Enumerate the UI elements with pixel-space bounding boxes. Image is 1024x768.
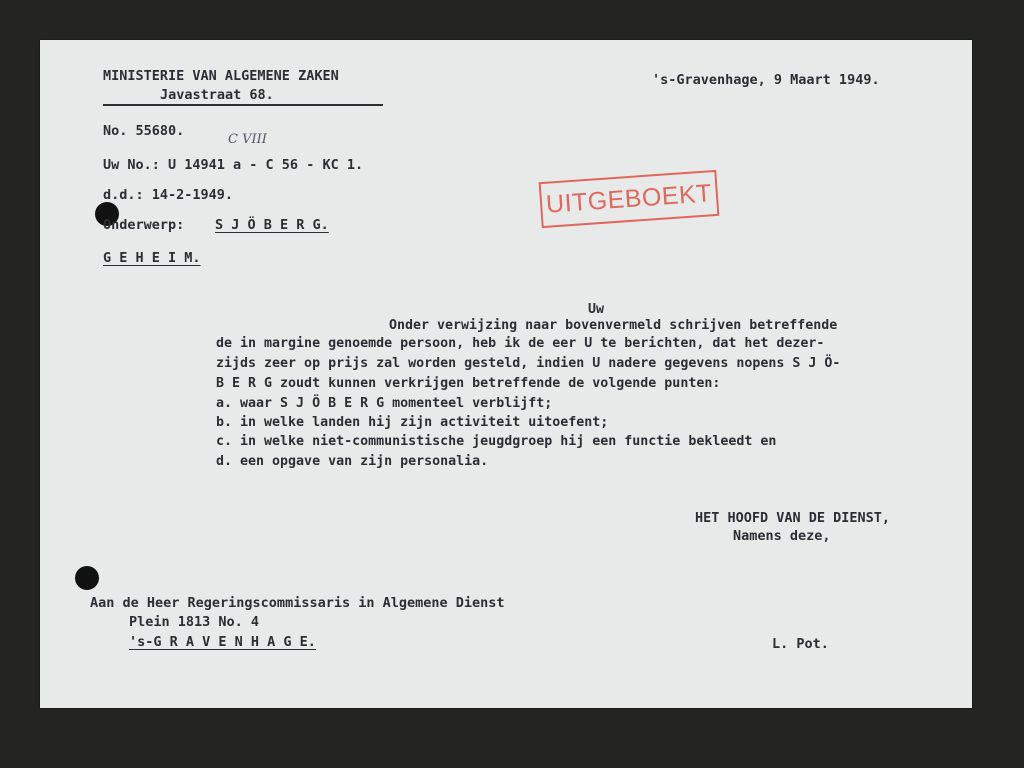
letterhead-rule — [103, 104, 383, 106]
body-line: a. waar S J Ö B E R G momenteel verblijft; — [216, 396, 553, 411]
punch-hole-bottom — [75, 566, 99, 590]
your-reference-number: Uw No.: U 14941 a - C 56 - KC 1. — [103, 157, 364, 173]
addressee-city: 's-G R A V E N H A G E. — [129, 634, 316, 650]
ministry-address: Javastraat 68. — [160, 87, 274, 103]
body-line: zijds zeer op prijs zal worden gesteld, indien U nadere gegevens nopens S J Ö- — [216, 356, 841, 371]
signatory-name: L. Pot. — [772, 636, 829, 652]
insert-above-text: Uw — [588, 302, 605, 317]
uitgeboekt-stamp: UITGEBOEKT — [539, 170, 720, 228]
body-line: b. in welke landen hij zijn activiteit uitoefent; — [216, 415, 609, 430]
body-line: d. een opgave van zijn personalia. — [216, 454, 489, 469]
closing-on-behalf: Namens deze, — [733, 528, 831, 544]
addressee-line: Aan de Heer Regeringscommissaris in Algemene Dienst — [90, 595, 505, 611]
dated-line: d.d.: 14-2-1949. — [103, 187, 234, 203]
body-line: c. in welke niet-communistische jeugdgroep hij een functie bekleedt en — [216, 434, 777, 449]
date-line: 's-Gravenhage, 9 Maart 1949. — [652, 72, 880, 88]
body-line: Onder verwijzing naar bovenvermeld schrijven betreffende — [389, 318, 838, 333]
addressee-line: Plein 1813 No. 4 — [129, 614, 260, 630]
ministry-name: MINISTERIE VAN ALGEMENE ZAKEN — [103, 68, 339, 84]
subject-label: Onderwerp: — [103, 217, 185, 233]
body-line: de in margine genoemde persoon, heb ik de eer U te berichten, dat het dezer- — [216, 336, 825, 351]
closing-title: HET HOOFD VAN DE DIENST, — [695, 510, 891, 526]
body-line: B E R G zoudt kunnen verkrijgen betreffende de volgende punten: — [216, 376, 721, 391]
reference-number: No. 55680. — [103, 123, 185, 139]
classification-label: G E H E I M. — [103, 250, 201, 266]
subject-value: S J Ö B E R G. — [215, 217, 329, 233]
handwritten-note: C VIII — [228, 132, 267, 147]
